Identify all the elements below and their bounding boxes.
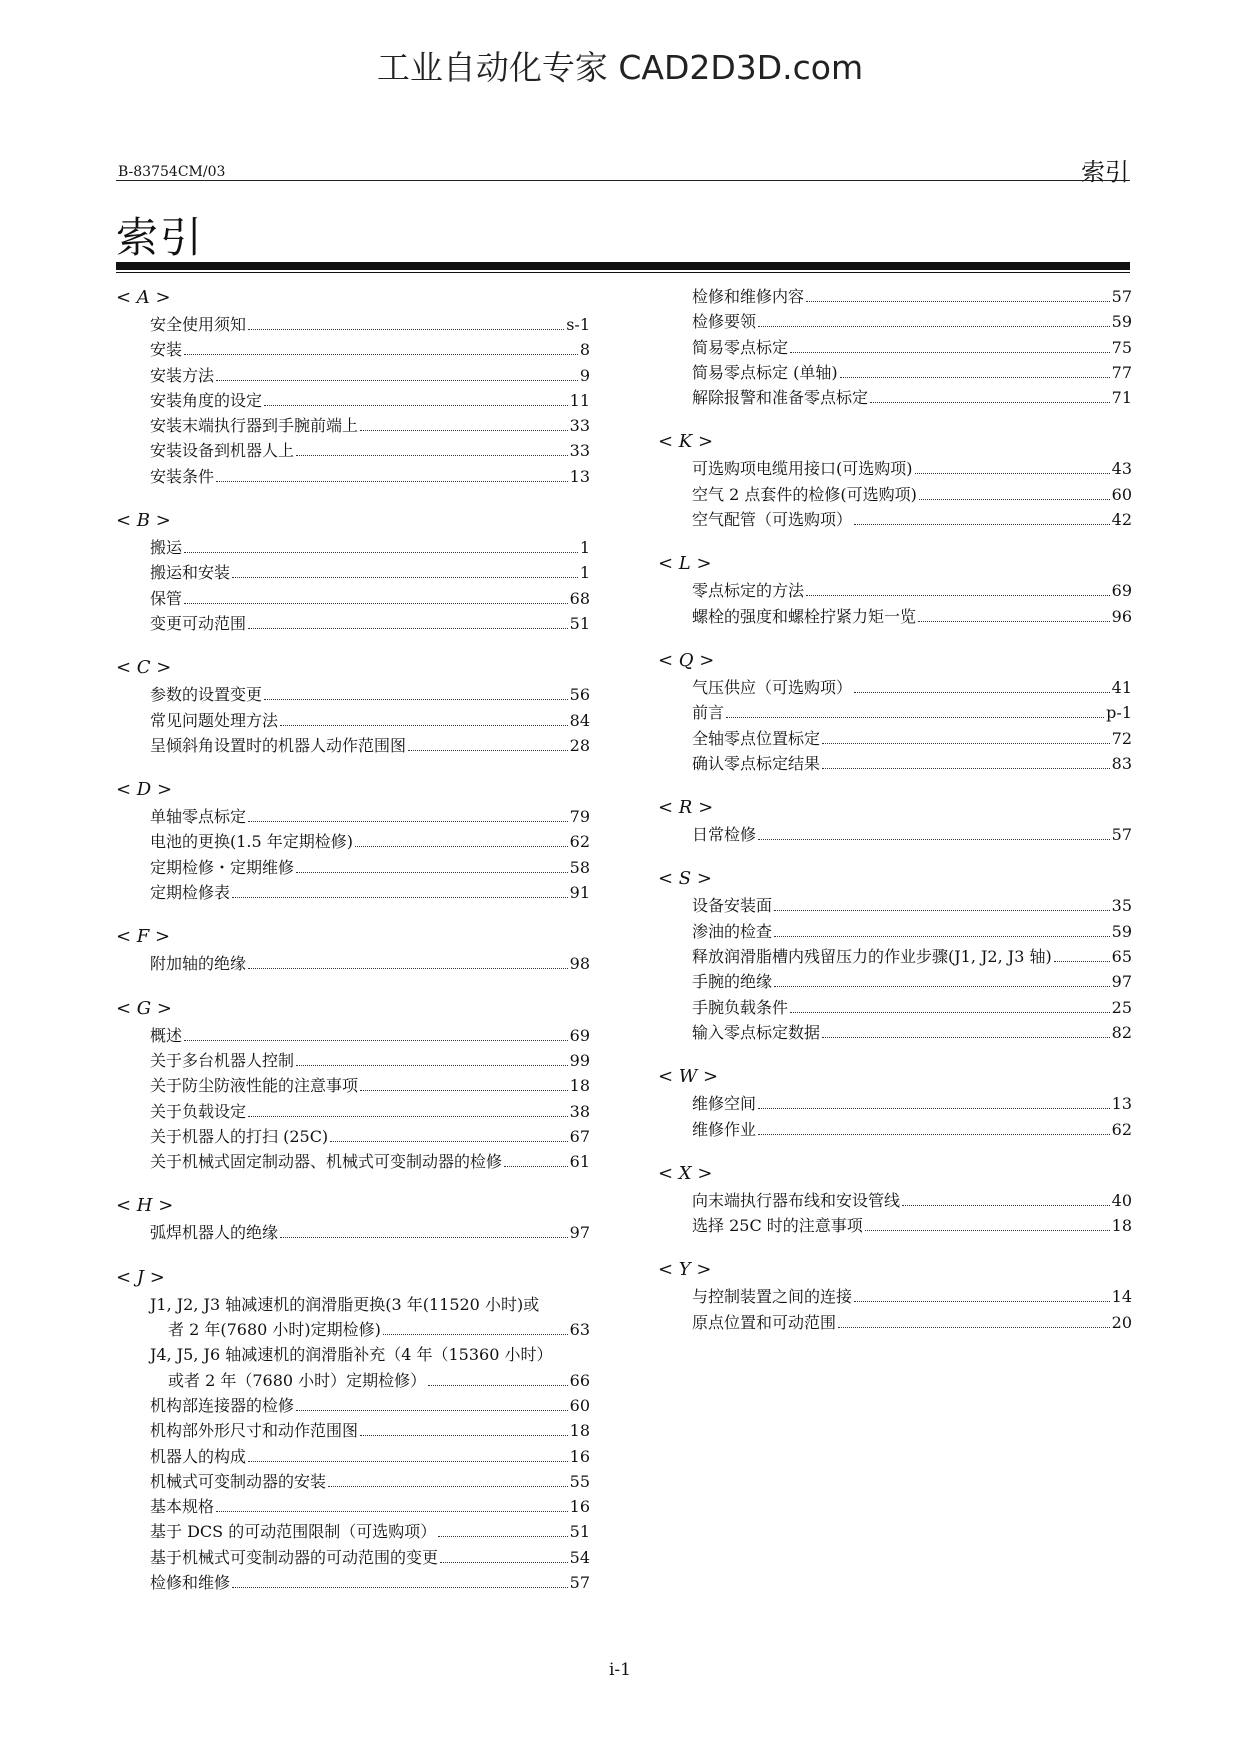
index-entry-page: 57 bbox=[569, 1572, 590, 1592]
index-entry-label: 释放润滑脂槽内残留压力的作业步骤(J1, J2, J3 轴) bbox=[692, 947, 1052, 967]
dot-leader bbox=[216, 380, 578, 381]
index-entry-label: 渗油的检查 bbox=[692, 921, 773, 941]
index-entry-label: 安装方法 bbox=[150, 365, 215, 385]
index-entry bbox=[150, 708, 590, 733]
index-entry bbox=[150, 1048, 590, 1073]
index-entry-page: 54 bbox=[569, 1547, 590, 1567]
index-entry bbox=[150, 1149, 590, 1174]
index-entry-label: 关于机械式固定制动器、机械式可变制动器的检修 bbox=[150, 1152, 503, 1172]
index-entry bbox=[150, 1099, 590, 1124]
dot-leader bbox=[790, 1012, 1110, 1013]
index-entry-page: 68 bbox=[569, 588, 590, 608]
index-entry-label: 关于多台机器人控制 bbox=[150, 1050, 295, 1070]
dot-leader bbox=[184, 354, 578, 355]
index-entry-label: 安装条件 bbox=[150, 466, 215, 486]
index-entry-page: 14 bbox=[1111, 1287, 1132, 1307]
dot-leader bbox=[774, 910, 1110, 911]
dot-leader bbox=[184, 1040, 568, 1041]
index-entry-page: 71 bbox=[1111, 388, 1132, 408]
index-entry-label: J4, J5, J6 轴减速机的润滑脂补充（4 年（15360 小时） bbox=[150, 1345, 553, 1365]
index-entry bbox=[692, 893, 1132, 918]
index-entry-page: 69 bbox=[1111, 581, 1132, 601]
index-entry bbox=[150, 804, 590, 829]
dot-leader bbox=[355, 846, 568, 847]
index-entry-label: 机构部外形尺寸和动作范围图 bbox=[150, 1421, 359, 1441]
index-entry-label: 保管 bbox=[150, 588, 183, 608]
index-entry-page: 11 bbox=[569, 390, 590, 410]
index-entry-page: 1 bbox=[579, 563, 590, 583]
index-entry bbox=[150, 438, 590, 463]
index-entry-page: 77 bbox=[1111, 362, 1132, 382]
index-entry-page: 43 bbox=[1111, 459, 1132, 479]
index-entry-page: 38 bbox=[569, 1101, 590, 1121]
index-section bbox=[658, 428, 1132, 532]
index-entry bbox=[692, 1310, 1132, 1335]
index-entry-label: 维修作业 bbox=[692, 1119, 757, 1139]
index-letter-heading: < W > bbox=[658, 1066, 719, 1088]
index-column-right bbox=[658, 284, 1132, 1353]
dot-leader bbox=[865, 1230, 1110, 1231]
index-column-left bbox=[116, 284, 590, 1613]
index-letter-heading: < G > bbox=[116, 997, 172, 1019]
page-title: 索引 bbox=[116, 213, 205, 262]
index-entry-label: 安装 bbox=[150, 340, 183, 360]
index-entry bbox=[150, 1342, 590, 1393]
dot-leader bbox=[840, 377, 1110, 378]
index-entry-page: s-1 bbox=[566, 315, 590, 334]
index-entry-page: 35 bbox=[1111, 896, 1132, 916]
dot-leader bbox=[248, 821, 568, 822]
index-entry-label: 者 2 年(7680 小时)定期检修) bbox=[168, 1320, 381, 1340]
index-letter-heading: < Q > bbox=[658, 649, 715, 671]
watermark-text: 工业自动化专家 CAD2D3D.com bbox=[376, 48, 864, 87]
page-number: i-1 bbox=[609, 1660, 631, 1680]
index-entry-page: 1 bbox=[579, 538, 590, 558]
dot-leader bbox=[919, 499, 1110, 500]
index-entry-page: 61 bbox=[569, 1152, 590, 1172]
dot-leader bbox=[248, 968, 568, 969]
dot-leader bbox=[184, 603, 568, 604]
index-entry bbox=[692, 1020, 1132, 1045]
index-entry bbox=[150, 951, 590, 976]
index-entry bbox=[150, 880, 590, 905]
index-entry-page: 60 bbox=[1111, 484, 1132, 504]
index-entry-page: 60 bbox=[569, 1395, 590, 1415]
index-entry-page: 79 bbox=[569, 807, 590, 827]
index-entry bbox=[692, 482, 1132, 507]
dot-leader bbox=[806, 595, 1110, 596]
index-entry-page: 58 bbox=[569, 857, 590, 877]
dot-leader bbox=[296, 1410, 568, 1411]
index-entry bbox=[150, 413, 590, 438]
index-entry bbox=[150, 1124, 590, 1149]
index-entry-label: 向末端执行器布线和安设管线 bbox=[692, 1190, 901, 1210]
index-section bbox=[658, 550, 1132, 629]
index-entry-label: 维修空间 bbox=[692, 1094, 757, 1114]
index-entry-label: 弧焊机器人的绝缘 bbox=[150, 1223, 279, 1243]
index-letter-heading: < L > bbox=[658, 553, 712, 575]
index-entry-page: 8 bbox=[579, 340, 590, 360]
dot-leader bbox=[296, 1065, 568, 1066]
index-entry-page: 59 bbox=[1111, 921, 1132, 941]
dot-leader bbox=[774, 936, 1110, 937]
index-entry-label: 附加轴的绝缘 bbox=[150, 954, 247, 974]
index-entry bbox=[692, 1213, 1132, 1238]
index-entry-page: 57 bbox=[1111, 287, 1132, 306]
index-entry-label: 关于防尘防液性能的注意事项 bbox=[150, 1076, 359, 1096]
index-entry bbox=[692, 1188, 1132, 1213]
index-entry bbox=[692, 507, 1132, 532]
index-entry bbox=[150, 363, 590, 388]
index-section bbox=[658, 1160, 1132, 1239]
index-letter-heading: < F > bbox=[116, 926, 171, 948]
index-letter-heading: < Y > bbox=[658, 1259, 712, 1281]
index-entry-label: 搬运和安装 bbox=[150, 563, 231, 583]
index-entry-page: 98 bbox=[569, 954, 590, 974]
index-entry-page: 42 bbox=[1111, 510, 1132, 530]
index-entry-page: 62 bbox=[1111, 1119, 1132, 1139]
dot-leader bbox=[918, 621, 1110, 622]
index-entry-page: 97 bbox=[569, 1223, 590, 1243]
index-entry-page: 51 bbox=[569, 1522, 590, 1542]
index-entry-page: 83 bbox=[1111, 753, 1132, 773]
index-entry-continuation bbox=[150, 1317, 590, 1342]
index-entry-label: 搬运 bbox=[150, 538, 183, 558]
dot-leader bbox=[248, 628, 568, 629]
index-entry-label: 定期检修・定期维修 bbox=[150, 857, 295, 877]
dot-leader bbox=[232, 897, 568, 898]
dot-leader bbox=[216, 481, 568, 482]
index-entry bbox=[692, 675, 1132, 700]
dot-leader bbox=[504, 1166, 568, 1167]
index-entry bbox=[150, 586, 590, 611]
title-rule-thick bbox=[116, 262, 1130, 270]
index-entry-label: 电池的更换(1.5 年定期检修) bbox=[150, 832, 354, 852]
dot-leader bbox=[232, 1587, 568, 1588]
index-entry-label: 日常检修 bbox=[692, 825, 757, 845]
index-entry bbox=[150, 1023, 590, 1048]
index-entry-label: 基本规格 bbox=[150, 1497, 215, 1517]
index-entry-page: 57 bbox=[1111, 825, 1132, 845]
index-entry bbox=[150, 464, 590, 489]
index-entry-page: 16 bbox=[569, 1497, 590, 1517]
dot-leader bbox=[1054, 961, 1110, 962]
index-entry-page: 82 bbox=[1111, 1022, 1132, 1042]
dot-leader bbox=[822, 743, 1110, 744]
index-section bbox=[658, 794, 1132, 847]
index-entry-continuation bbox=[150, 1368, 590, 1393]
index-entry-label: 手腕负载条件 bbox=[692, 997, 789, 1017]
index-entry bbox=[692, 335, 1132, 360]
index-entry-label: 基于 DCS 的可动范围限制（可选购项） bbox=[150, 1522, 437, 1542]
index-section bbox=[116, 1192, 590, 1245]
index-entry-page: 62 bbox=[569, 832, 590, 852]
index-entry-page: 25 bbox=[1111, 997, 1132, 1017]
dot-leader bbox=[280, 1237, 568, 1238]
dot-leader bbox=[726, 717, 1104, 718]
index-entry-page: 51 bbox=[569, 613, 590, 633]
index-entry bbox=[150, 1444, 590, 1469]
index-entry bbox=[150, 1469, 590, 1494]
index-entry bbox=[692, 1117, 1132, 1142]
index-letter-heading: < D > bbox=[116, 779, 173, 801]
index-entry bbox=[150, 1545, 590, 1570]
index-entry bbox=[150, 1494, 590, 1519]
index-entry-label: 关于负载设定 bbox=[150, 1101, 247, 1121]
index-entry-label: 空气 2 点套件的检修(可选购项) bbox=[692, 484, 917, 504]
index-entry-label: 机构部连接器的检修 bbox=[150, 1395, 295, 1415]
index-section bbox=[116, 776, 590, 905]
index-section bbox=[116, 284, 590, 489]
dot-leader bbox=[232, 577, 578, 578]
dot-leader bbox=[902, 1205, 1110, 1206]
index-entry-label: 机器人的构成 bbox=[150, 1446, 247, 1466]
index-entry-label: 零点标定的方法 bbox=[692, 581, 805, 601]
dot-leader bbox=[248, 1116, 568, 1117]
index-entry bbox=[692, 995, 1132, 1020]
dot-leader bbox=[216, 1511, 568, 1512]
index-entry-label: 原点位置和可动范围 bbox=[692, 1312, 837, 1332]
index-entry-label: 安装角度的设定 bbox=[150, 390, 263, 410]
index-entry-page: 56 bbox=[569, 685, 590, 705]
dot-leader bbox=[296, 455, 568, 456]
index-entry-page: 18 bbox=[569, 1076, 590, 1096]
index-entry bbox=[692, 309, 1132, 334]
index-entry-page: 55 bbox=[569, 1471, 590, 1491]
index-letter-heading: < R > bbox=[658, 797, 714, 819]
index-entry bbox=[692, 456, 1132, 481]
title-rule-thin bbox=[116, 272, 1130, 273]
index-entry-page: 84 bbox=[569, 710, 590, 730]
index-entry-page: 18 bbox=[569, 1421, 590, 1441]
index-entry-label: 参数的设置变更 bbox=[150, 685, 263, 705]
dot-leader bbox=[838, 1327, 1110, 1328]
index-entry bbox=[692, 944, 1132, 969]
index-entry-label: 变更可动范围 bbox=[150, 613, 247, 633]
dot-leader bbox=[408, 750, 568, 751]
index-entry-label: 空气配管（可选购项） bbox=[692, 510, 853, 530]
index-entry-label: 与控制装置之间的连接 bbox=[692, 1287, 853, 1307]
index-section bbox=[116, 1264, 590, 1596]
dot-leader bbox=[854, 692, 1110, 693]
index-entry-page: 63 bbox=[569, 1320, 590, 1340]
index-entry bbox=[150, 1418, 590, 1443]
index-entry bbox=[150, 855, 590, 880]
index-entry bbox=[692, 969, 1132, 994]
dot-leader bbox=[360, 1435, 568, 1436]
dot-leader bbox=[774, 986, 1110, 987]
index-entry-label: 基于机械式可变制动器的可动范围的变更 bbox=[150, 1547, 439, 1567]
index-entry-page: p-1 bbox=[1106, 703, 1132, 723]
index-entry-label: 安装末端执行器到手腕前端上 bbox=[150, 416, 359, 436]
index-entry-label: 检修和维修 bbox=[150, 1572, 231, 1592]
dot-leader bbox=[360, 1090, 568, 1091]
index-entry bbox=[150, 1393, 590, 1418]
index-entry bbox=[692, 385, 1132, 410]
document-code: B-83754CM/03 bbox=[118, 164, 226, 180]
index-entry-page: 67 bbox=[569, 1126, 590, 1146]
index-entry-label: 概述 bbox=[150, 1025, 183, 1045]
index-entry-label: 前言 bbox=[692, 703, 725, 723]
index-entry bbox=[150, 682, 590, 707]
index-entry bbox=[692, 726, 1132, 751]
index-entry bbox=[150, 312, 590, 337]
index-entry bbox=[150, 1220, 590, 1245]
dot-leader bbox=[428, 1385, 567, 1386]
index-section bbox=[116, 507, 590, 636]
index-entry bbox=[692, 1091, 1132, 1116]
index-letter-heading: < X > bbox=[658, 1162, 713, 1184]
dot-leader bbox=[440, 1562, 568, 1563]
dot-leader bbox=[328, 1486, 568, 1487]
index-entry-page: 99 bbox=[569, 1050, 590, 1070]
index-entry-page: 20 bbox=[1111, 1312, 1132, 1332]
dot-leader bbox=[248, 1461, 568, 1462]
index-section bbox=[116, 923, 590, 976]
index-entry-label: 单轴零点标定 bbox=[150, 807, 247, 827]
index-entry-label: 检修和维修内容 bbox=[692, 287, 805, 306]
index-entry-label: 简易零点标定 (单轴) bbox=[692, 362, 838, 382]
dot-leader bbox=[758, 1134, 1110, 1135]
index-entry-page: 16 bbox=[569, 1446, 590, 1466]
index-section bbox=[658, 865, 1132, 1045]
header-rule bbox=[116, 180, 1130, 181]
index-entry-label: 简易零点标定 bbox=[692, 337, 789, 357]
dot-leader bbox=[915, 473, 1110, 474]
index-entry bbox=[692, 578, 1132, 603]
index-entry bbox=[692, 751, 1132, 776]
index-entry-label: 呈倾斜角设置时的机器人动作范围图 bbox=[150, 735, 407, 755]
index-entry bbox=[692, 1284, 1132, 1309]
index-entry-page: 72 bbox=[1111, 728, 1132, 748]
dot-leader bbox=[383, 1334, 568, 1335]
dot-leader bbox=[438, 1536, 567, 1537]
index-entry-label: 检修要领 bbox=[692, 312, 757, 332]
index-entry-label: 解除报警和准备零点标定 bbox=[692, 388, 869, 408]
index-entry-page: 65 bbox=[1111, 947, 1132, 967]
index-entry bbox=[150, 1519, 590, 1544]
index-entry bbox=[150, 560, 590, 585]
index-section bbox=[116, 995, 590, 1175]
index-entry bbox=[692, 700, 1132, 725]
index-entry bbox=[692, 919, 1132, 944]
index-entry-page: 9 bbox=[579, 365, 590, 385]
dot-leader bbox=[870, 402, 1110, 403]
dot-leader bbox=[330, 1141, 567, 1142]
dot-leader bbox=[280, 725, 568, 726]
dot-leader bbox=[822, 768, 1110, 769]
running-header-title: 索引 bbox=[1081, 158, 1129, 186]
index-entry-label: 设备安装面 bbox=[692, 896, 773, 916]
index-entry-label: 机械式可变制动器的安装 bbox=[150, 1471, 327, 1491]
index-entry-page: 33 bbox=[569, 441, 590, 461]
index-entry-page: 40 bbox=[1111, 1190, 1132, 1210]
index-entry-label: 螺栓的强度和螺栓拧紧力矩一览 bbox=[692, 606, 917, 626]
index-entry-page: 66 bbox=[569, 1370, 590, 1390]
index-entry-page: 91 bbox=[569, 883, 590, 903]
index-entry-page: 96 bbox=[1111, 606, 1132, 626]
index-entry bbox=[150, 611, 590, 636]
index-letter-heading: < J > bbox=[116, 1266, 165, 1288]
index-section bbox=[658, 647, 1132, 776]
dot-leader bbox=[758, 326, 1110, 327]
index-letter-heading: < C > bbox=[116, 657, 172, 679]
index-entry bbox=[150, 388, 590, 413]
index-entry-page: 97 bbox=[1111, 972, 1132, 992]
index-entry-page: 59 bbox=[1111, 312, 1132, 332]
index-entry-page: 41 bbox=[1111, 677, 1132, 697]
index-letter-heading: < A > bbox=[116, 287, 171, 308]
index-entry bbox=[150, 733, 590, 758]
dot-leader bbox=[184, 552, 578, 553]
index-entry bbox=[150, 337, 590, 362]
dot-leader bbox=[854, 1301, 1110, 1302]
index-entry bbox=[150, 829, 590, 854]
dot-leader bbox=[758, 839, 1110, 840]
index-entry-page: 33 bbox=[569, 416, 590, 436]
index-entry-label: 确认零点标定结果 bbox=[692, 753, 821, 773]
index-entry bbox=[150, 535, 590, 560]
dot-leader bbox=[296, 872, 568, 873]
index-letter-heading: < S > bbox=[658, 868, 712, 890]
index-entry-label: 手腕的绝缘 bbox=[692, 972, 773, 992]
index-entry bbox=[692, 360, 1132, 385]
index-entry-label: 关于机器人的打扫 (25C) bbox=[150, 1126, 329, 1146]
index-entry-page: 28 bbox=[569, 735, 590, 755]
dot-leader bbox=[854, 524, 1110, 525]
index-entry-page: 13 bbox=[1111, 1094, 1132, 1114]
index-entry-label: 可选购项电缆用接口(可选购项) bbox=[692, 459, 913, 479]
dot-leader bbox=[822, 1037, 1110, 1038]
index-entry-label: J1, J2, J3 轴减速机的润滑脂更换(3 年(11520 小时)或 bbox=[150, 1294, 540, 1314]
index-entry-label: 全轴零点位置标定 bbox=[692, 728, 821, 748]
index-entry-label: 输入零点标定数据 bbox=[692, 1022, 821, 1042]
index-entry-page: 13 bbox=[569, 466, 590, 486]
dot-leader bbox=[806, 301, 1110, 302]
index-entry bbox=[150, 1073, 590, 1098]
index-entry-label: 常见问题处理方法 bbox=[150, 710, 279, 730]
index-letter-heading: < H > bbox=[116, 1195, 174, 1217]
dot-leader bbox=[264, 699, 568, 700]
index-section bbox=[658, 1256, 1132, 1335]
index-section bbox=[692, 284, 1132, 410]
dot-leader bbox=[360, 430, 568, 431]
index-entry-page: 75 bbox=[1111, 337, 1132, 357]
index-entry bbox=[150, 1570, 590, 1595]
dot-leader bbox=[264, 405, 568, 406]
index-entry-label: 安全使用须知 bbox=[150, 315, 247, 334]
index-entry-label: 定期检修表 bbox=[150, 883, 231, 903]
index-entry bbox=[692, 822, 1132, 847]
index-entry bbox=[692, 604, 1132, 629]
index-entry-page: 18 bbox=[1111, 1216, 1132, 1236]
index-section bbox=[658, 1063, 1132, 1142]
index-entry-page: 69 bbox=[569, 1025, 590, 1045]
index-letter-heading: < B > bbox=[116, 510, 171, 532]
dot-leader bbox=[758, 1108, 1110, 1109]
index-entry-label: 或者 2 年（7680 小时）定期检修） bbox=[168, 1370, 427, 1390]
dot-leader bbox=[248, 329, 564, 330]
index-entry-label: 选择 25C 时的注意事项 bbox=[692, 1216, 863, 1236]
index-section bbox=[116, 654, 590, 758]
index-entry bbox=[692, 284, 1132, 309]
dot-leader bbox=[790, 352, 1110, 353]
index-entry-label: 安装设备到机器人上 bbox=[150, 441, 295, 461]
index-entry bbox=[150, 1292, 590, 1343]
index-entry-label: 气压供应（可选购项） bbox=[692, 677, 853, 697]
index-letter-heading: < K > bbox=[658, 431, 714, 453]
